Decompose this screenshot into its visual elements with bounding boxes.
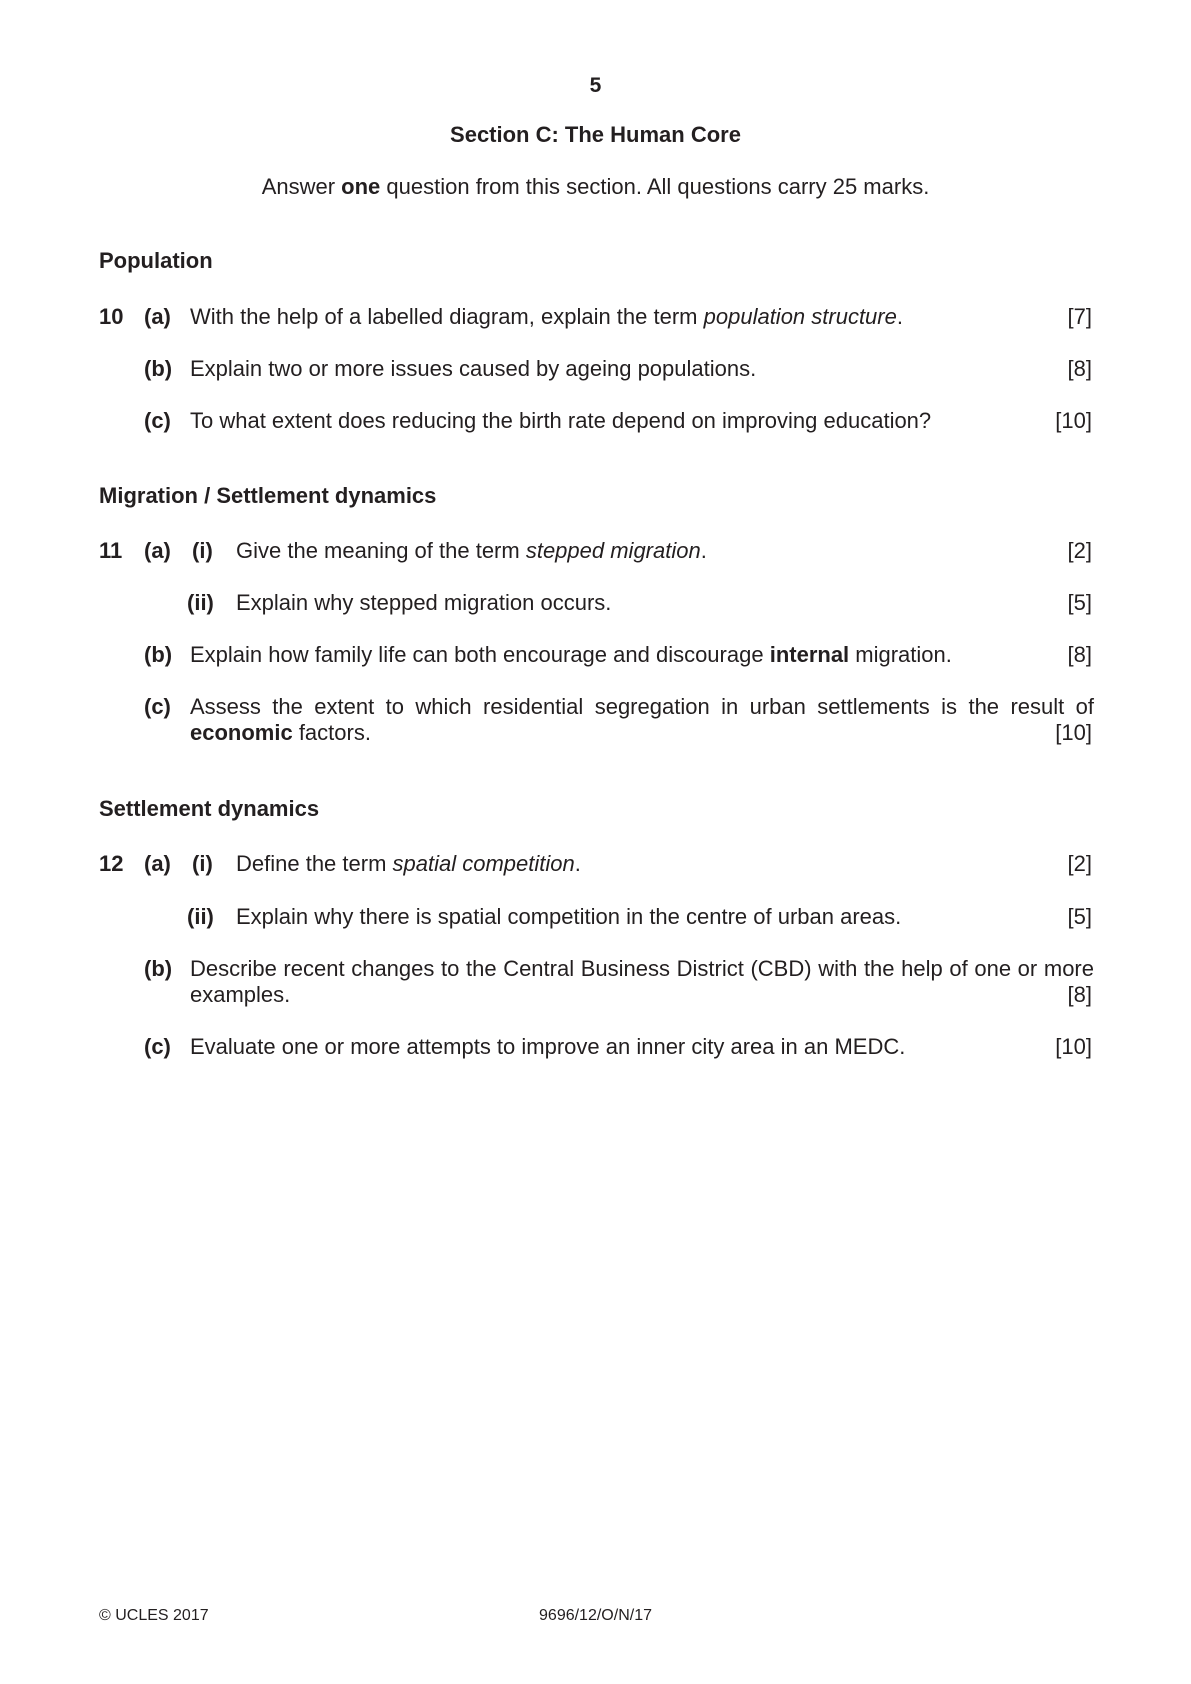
part-label: (a) xyxy=(144,851,171,876)
marks: [10] xyxy=(1055,720,1092,745)
question-number: 10 xyxy=(99,304,124,329)
question-10c xyxy=(0,408,1191,438)
heading-migration: Migration / Settlement dynamics xyxy=(99,483,437,508)
question-text: Evaluate one or more attempts to improve an inner city area in an MEDC. xyxy=(190,1034,906,1059)
section-instruction xyxy=(0,174,1191,200)
question-text xyxy=(190,304,903,330)
text-post: . xyxy=(574,851,581,876)
text-pre: Define the term xyxy=(236,851,393,876)
marks: [5] xyxy=(1067,904,1092,929)
part-label: (a) xyxy=(144,304,171,329)
text-pre: With the help of a labelled diagram, explain the term xyxy=(190,304,704,329)
question-11b xyxy=(0,642,1191,672)
question-text-line1: Assess the extent to which residential segregation in urban settlements is the result of xyxy=(190,694,1094,719)
part-label: (c) xyxy=(144,1034,171,1059)
text-italic-term: population structure xyxy=(703,304,897,329)
marks: [2] xyxy=(1067,538,1092,563)
question-text: Explain two or more issues caused by ageing populations. xyxy=(190,356,757,381)
marks: [2] xyxy=(1067,851,1092,876)
question-text-line2 xyxy=(190,720,371,746)
part-label: (b) xyxy=(144,642,173,667)
question-number: 11 xyxy=(99,538,123,563)
marks: [5] xyxy=(1067,590,1092,615)
instruction-text-bold: one xyxy=(341,174,381,199)
text-post: . xyxy=(700,538,707,563)
question-text: Explain why stepped migration occurs. xyxy=(236,590,612,615)
page-number: 5 xyxy=(589,74,602,97)
question-number: 12 xyxy=(99,851,124,876)
question-text: To what extent does reducing the birth rate depend on improving education? xyxy=(190,408,932,433)
marks: [10] xyxy=(1055,408,1092,433)
section-title: Section C: The Human Core xyxy=(450,122,741,147)
question-text-line2: examples. xyxy=(190,982,291,1007)
text-post: . xyxy=(896,304,903,329)
question-12c xyxy=(0,1034,1191,1064)
part-label: (a) xyxy=(144,538,171,563)
subpart-label: (ii) xyxy=(187,904,214,929)
marks: [8] xyxy=(1067,642,1092,667)
subpart-label: (ii) xyxy=(187,590,214,615)
heading-population: Population xyxy=(99,248,213,273)
text-pre: Give the meaning of the term xyxy=(236,538,526,563)
text-post: factors. xyxy=(292,720,371,745)
text-bold-term: economic xyxy=(190,720,293,745)
part-label: (c) xyxy=(144,694,171,719)
question-text-line1: Describe recent changes to the Central Business District (CBD) with the help of one or more xyxy=(190,956,1094,981)
text-italic-term: spatial competition xyxy=(392,851,575,876)
question-12a-i xyxy=(0,851,1191,881)
part-label: (b) xyxy=(144,956,173,981)
part-label: (c) xyxy=(144,408,171,433)
text-post: migration. xyxy=(849,642,952,667)
text-bold-term: internal xyxy=(769,642,850,667)
heading-settlement: Settlement dynamics xyxy=(99,796,320,821)
marks: [7] xyxy=(1067,304,1092,329)
question-text xyxy=(236,538,707,564)
question-11a-i xyxy=(0,538,1191,568)
question-10b xyxy=(0,356,1191,386)
instruction-text-post: question from this section. All questions carry 25 marks. xyxy=(380,174,930,199)
question-10a xyxy=(0,304,1191,334)
question-11a-ii xyxy=(0,590,1191,620)
question-12a-ii xyxy=(0,904,1191,934)
question-text xyxy=(190,642,952,668)
footer-paper-code: 9696/12/O/N/17 xyxy=(539,1607,652,1624)
part-label: (b) xyxy=(144,356,173,381)
subpart-label: (i) xyxy=(192,538,213,563)
text-pre: Explain how family life can both encourage and discourage xyxy=(190,642,770,667)
question-text xyxy=(236,851,581,877)
instruction-text-pre: Answer xyxy=(261,174,342,199)
subpart-label: (i) xyxy=(192,851,213,876)
footer-copyright: © UCLES 2017 xyxy=(99,1607,209,1624)
text-italic-term: stepped migration xyxy=(525,538,701,563)
question-text: Explain why there is spatial competition in the centre of urban areas. xyxy=(236,904,902,929)
marks: [8] xyxy=(1067,356,1092,381)
question-11c xyxy=(0,694,1191,754)
marks: [8] xyxy=(1067,982,1092,1007)
question-12b xyxy=(0,956,1191,1016)
marks: [10] xyxy=(1055,1034,1092,1059)
